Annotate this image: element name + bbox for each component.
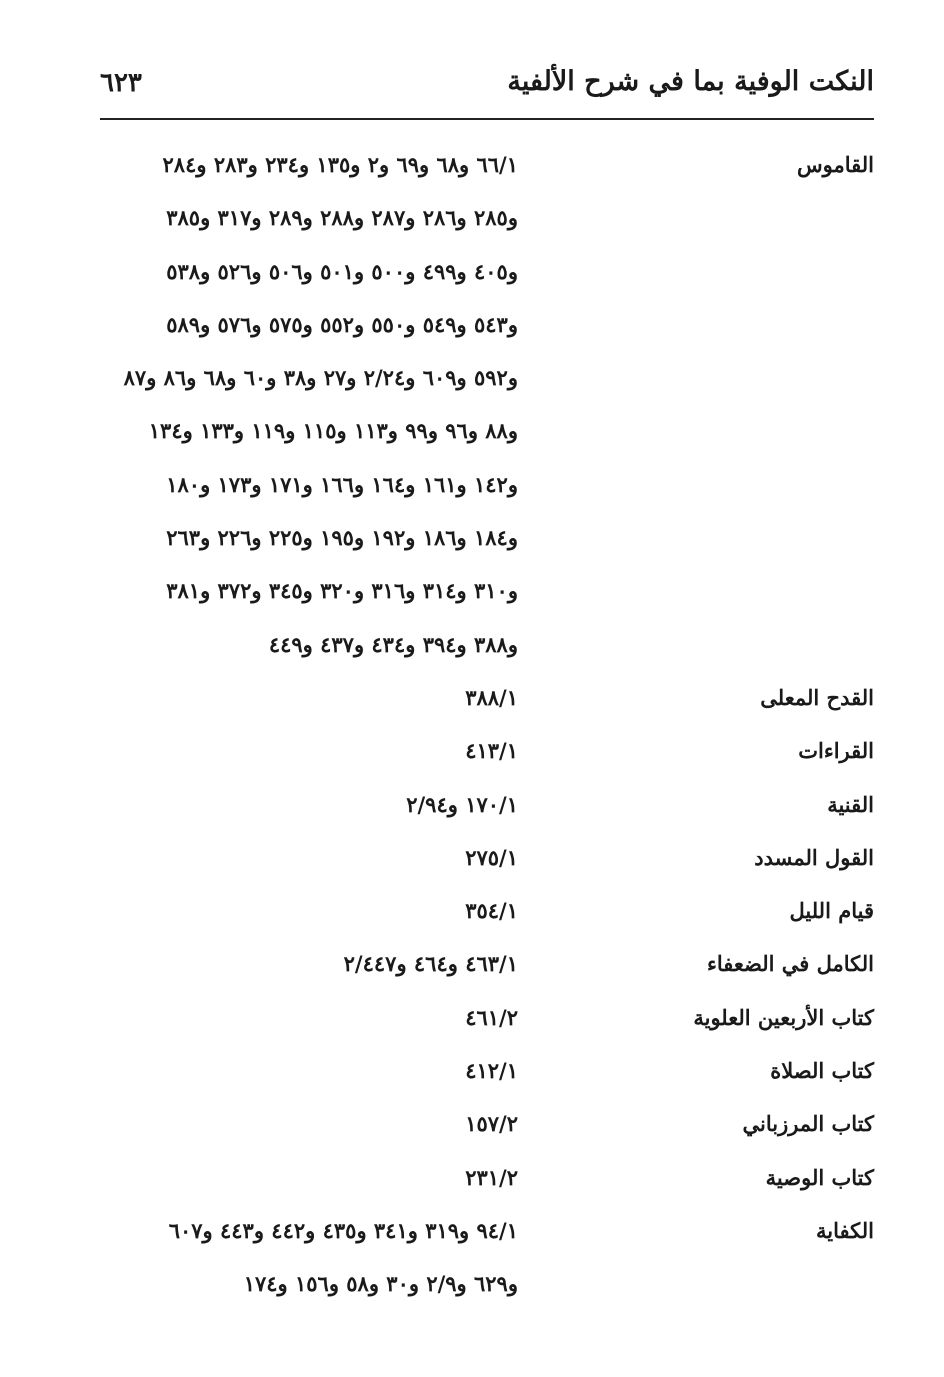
index-line bbox=[100, 1267, 874, 1320]
index-references: و٣٨٨ و٣٩٤ و٤٣٤ و٤٣٧ و٤٤٩ bbox=[268, 631, 518, 657]
page-number: ٦٢٣ bbox=[100, 68, 142, 98]
index-references: و١٤٢ و١٦١ و١٦٤ و١٦٦ و١٧١ و١٧٣ و١٨٠ bbox=[166, 471, 518, 497]
index-references: ٢٧٥/١ bbox=[465, 844, 518, 870]
index-references: و١٨٤ و١٨٦ و١٩٢ و١٩٥ و٢٢٥ و٢٢٦ و٢٦٣ bbox=[166, 525, 518, 551]
index-line bbox=[100, 414, 874, 467]
index-references: ٢٣١/٢ bbox=[465, 1164, 518, 1190]
index-line bbox=[100, 1001, 874, 1054]
running-title: النكت الوفية بما في شرح الألفية bbox=[507, 66, 874, 97]
index-term: القراءات bbox=[798, 738, 874, 764]
index-line bbox=[100, 1161, 874, 1214]
index-references: و٨٨ و٩٦ و٩٩ و١١٣ و١١٥ و١١٩ و١٣٣ و١٣٤ bbox=[148, 418, 518, 444]
index-references: و٥٤٣ و٥٤٩ و٥٥٠ و٥٥٢ و٥٧٥ و٥٧٦ و٥٨٩ bbox=[166, 311, 518, 337]
index-line bbox=[100, 734, 874, 787]
index-term: القول المسدد bbox=[754, 844, 874, 870]
index-line bbox=[100, 628, 874, 681]
index-references: ٩٤/١ و٣١٩ و٣٤١ و٤٣٥ و٤٤٢ و٤٤٣ و٦٠٧ bbox=[168, 1217, 518, 1243]
index-line bbox=[100, 361, 874, 414]
index-line bbox=[100, 788, 874, 841]
index-references: ٣٥٤/١ bbox=[465, 898, 518, 924]
index-references: ٦٦/١ و٦٨ و٦٩ و٢ و١٣٥ و٢٣٤ و٢٨٣ و٢٨٤ bbox=[162, 152, 518, 177]
index-line bbox=[100, 894, 874, 947]
index-line bbox=[100, 468, 874, 521]
index-references: ٤١٢/١ bbox=[465, 1058, 518, 1084]
index-line bbox=[100, 1107, 874, 1160]
index-line bbox=[100, 1214, 874, 1267]
index-line bbox=[100, 255, 874, 308]
index-term: القنية bbox=[827, 791, 874, 817]
index-references: و٤٠٥ و٤٩٩ و٥٠٠ و٥٠١ و٥٠٦ و٥٢٦ و٥٣٨ bbox=[166, 258, 518, 284]
index-term: قيام الليل bbox=[789, 898, 874, 924]
index-references: ٤٦١/٢ bbox=[465, 1004, 518, 1030]
index-entries bbox=[100, 148, 874, 1321]
index-term: كتاب الأربعين العلوية bbox=[693, 1004, 874, 1030]
index-references: و٥٩٢ و٦٠٩ و٢/٢٤ و٢٧ و٣٨ و٦٠ و٦٨ و٨٦ و٨٧ bbox=[123, 365, 518, 391]
index-line bbox=[100, 841, 874, 894]
index-line bbox=[100, 1054, 874, 1107]
index-term: كتاب الصلاة bbox=[770, 1058, 874, 1084]
index-references: و٦٢٩ و٢/٩ و٣٠ و٥٨ و١٥٦ و١٧٤ bbox=[243, 1271, 518, 1297]
index-references: و٢٨٥ و٢٨٦ و٢٨٧ و٢٨٨ و٢٨٩ و٣١٧ و٣٨٥ bbox=[166, 205, 518, 231]
index-line bbox=[100, 521, 874, 574]
index-references: و٣١٠ و٣١٤ و٣١٦ و٣٢٠ و٣٤٥ و٣٧٢ و٣٨١ bbox=[166, 578, 518, 604]
index-term: كتاب المرزباني bbox=[742, 1111, 874, 1137]
index-line bbox=[100, 201, 874, 254]
index-term: كتاب الوصية bbox=[765, 1164, 874, 1190]
index-line bbox=[100, 574, 874, 627]
index-references: ١٥٧/٢ bbox=[465, 1111, 518, 1137]
index-term: القاموس bbox=[797, 152, 874, 177]
index-references: ١٧٠/١ و٢/٩٤ bbox=[406, 791, 518, 817]
index-references: ٤١٣/١ bbox=[465, 738, 518, 764]
index-line bbox=[100, 148, 874, 201]
running-header bbox=[100, 62, 874, 120]
index-references: ٣٨٨/١ bbox=[465, 684, 518, 710]
index-line bbox=[100, 681, 874, 734]
index-term: الكفاية bbox=[816, 1217, 874, 1243]
index-term: الكامل في الضعفاء bbox=[706, 951, 874, 977]
index-references: ٤٦٣/١ و٤٦٤ و٢/٤٤٧ bbox=[343, 951, 518, 977]
index-term: القدح المعلى bbox=[760, 684, 874, 710]
index-line bbox=[100, 308, 874, 361]
index-line bbox=[100, 947, 874, 1000]
